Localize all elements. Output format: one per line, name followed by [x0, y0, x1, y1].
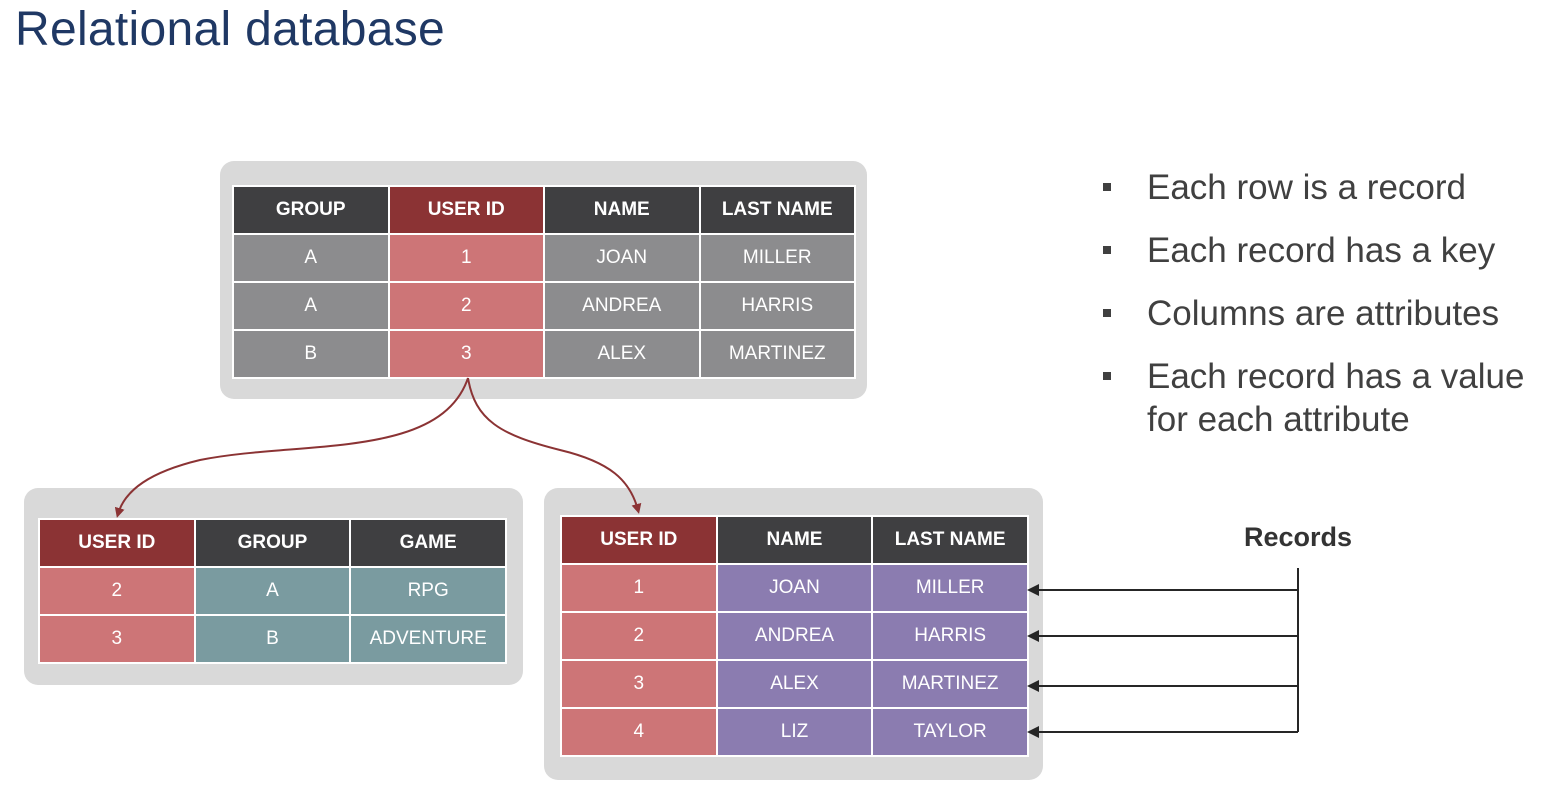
bullet-square-icon [1103, 309, 1111, 317]
table-cell: A [233, 282, 389, 330]
table-cell: ANDREA [717, 612, 873, 660]
bullet-list [1100, 166, 1550, 461]
table-cell-key: 4 [561, 708, 717, 756]
column-header: LAST NAME [872, 516, 1028, 564]
column-header-key: USER ID [389, 186, 545, 234]
table-cell: MARTINEZ [872, 660, 1028, 708]
column-header: LAST NAME [700, 186, 856, 234]
bullet-square-icon [1103, 183, 1111, 191]
bullet-item [1100, 229, 1550, 272]
bullet-square-icon [1103, 372, 1111, 380]
table-cell: ADVENTURE [350, 615, 506, 663]
table-cell-key: 2 [39, 567, 195, 615]
table-cell: HARRIS [872, 612, 1028, 660]
table-cell: ANDREA [544, 282, 700, 330]
table-cell-key: 3 [561, 660, 717, 708]
table-cell: TAYLOR [872, 708, 1028, 756]
table-cell: A [195, 567, 351, 615]
table-cell: ALEX [717, 660, 873, 708]
bullet-item [1100, 355, 1550, 441]
records-label: Records [1243, 522, 1353, 552]
key-link-right [468, 378, 638, 510]
table-cell-key: 1 [561, 564, 717, 612]
key-link-left [118, 378, 468, 514]
table-cell-key: 1 [389, 234, 545, 282]
bullet-text: Each record has a value for each attribute [1147, 357, 1525, 439]
table-cell: JOAN [544, 234, 700, 282]
table-cell: A [233, 234, 389, 282]
column-header: NAME [544, 186, 700, 234]
table-cell: MILLER [872, 564, 1028, 612]
table-cell-key: 3 [39, 615, 195, 663]
table-cell: B [233, 330, 389, 378]
column-header: GROUP [195, 519, 351, 567]
table-cell: MARTINEZ [700, 330, 856, 378]
bullet-text: Columns are attributes [1147, 294, 1500, 333]
bullet-square-icon [1103, 246, 1111, 254]
bullet-item [1100, 166, 1550, 209]
bullet-text: Each row is a record [1147, 168, 1467, 207]
column-header: GAME [350, 519, 506, 567]
column-header-key: USER ID [39, 519, 195, 567]
table-cell: HARRIS [700, 282, 856, 330]
table-cell-key: 2 [389, 282, 545, 330]
column-header: GROUP [233, 186, 389, 234]
column-header: NAME [717, 516, 873, 564]
table-cell: JOAN [717, 564, 873, 612]
bullet-item [1100, 292, 1550, 335]
table-cell-key: 2 [561, 612, 717, 660]
table-cell: MILLER [700, 234, 856, 282]
table-cell: B [195, 615, 351, 663]
table-cell: LIZ [717, 708, 873, 756]
table-cell-key: 3 [389, 330, 545, 378]
bullet-text: Each record has a key [1147, 231, 1496, 270]
table-cell: ALEX [544, 330, 700, 378]
column-header-key: USER ID [561, 516, 717, 564]
page-title: Relational database [15, 3, 446, 56]
table-cell: RPG [350, 567, 506, 615]
